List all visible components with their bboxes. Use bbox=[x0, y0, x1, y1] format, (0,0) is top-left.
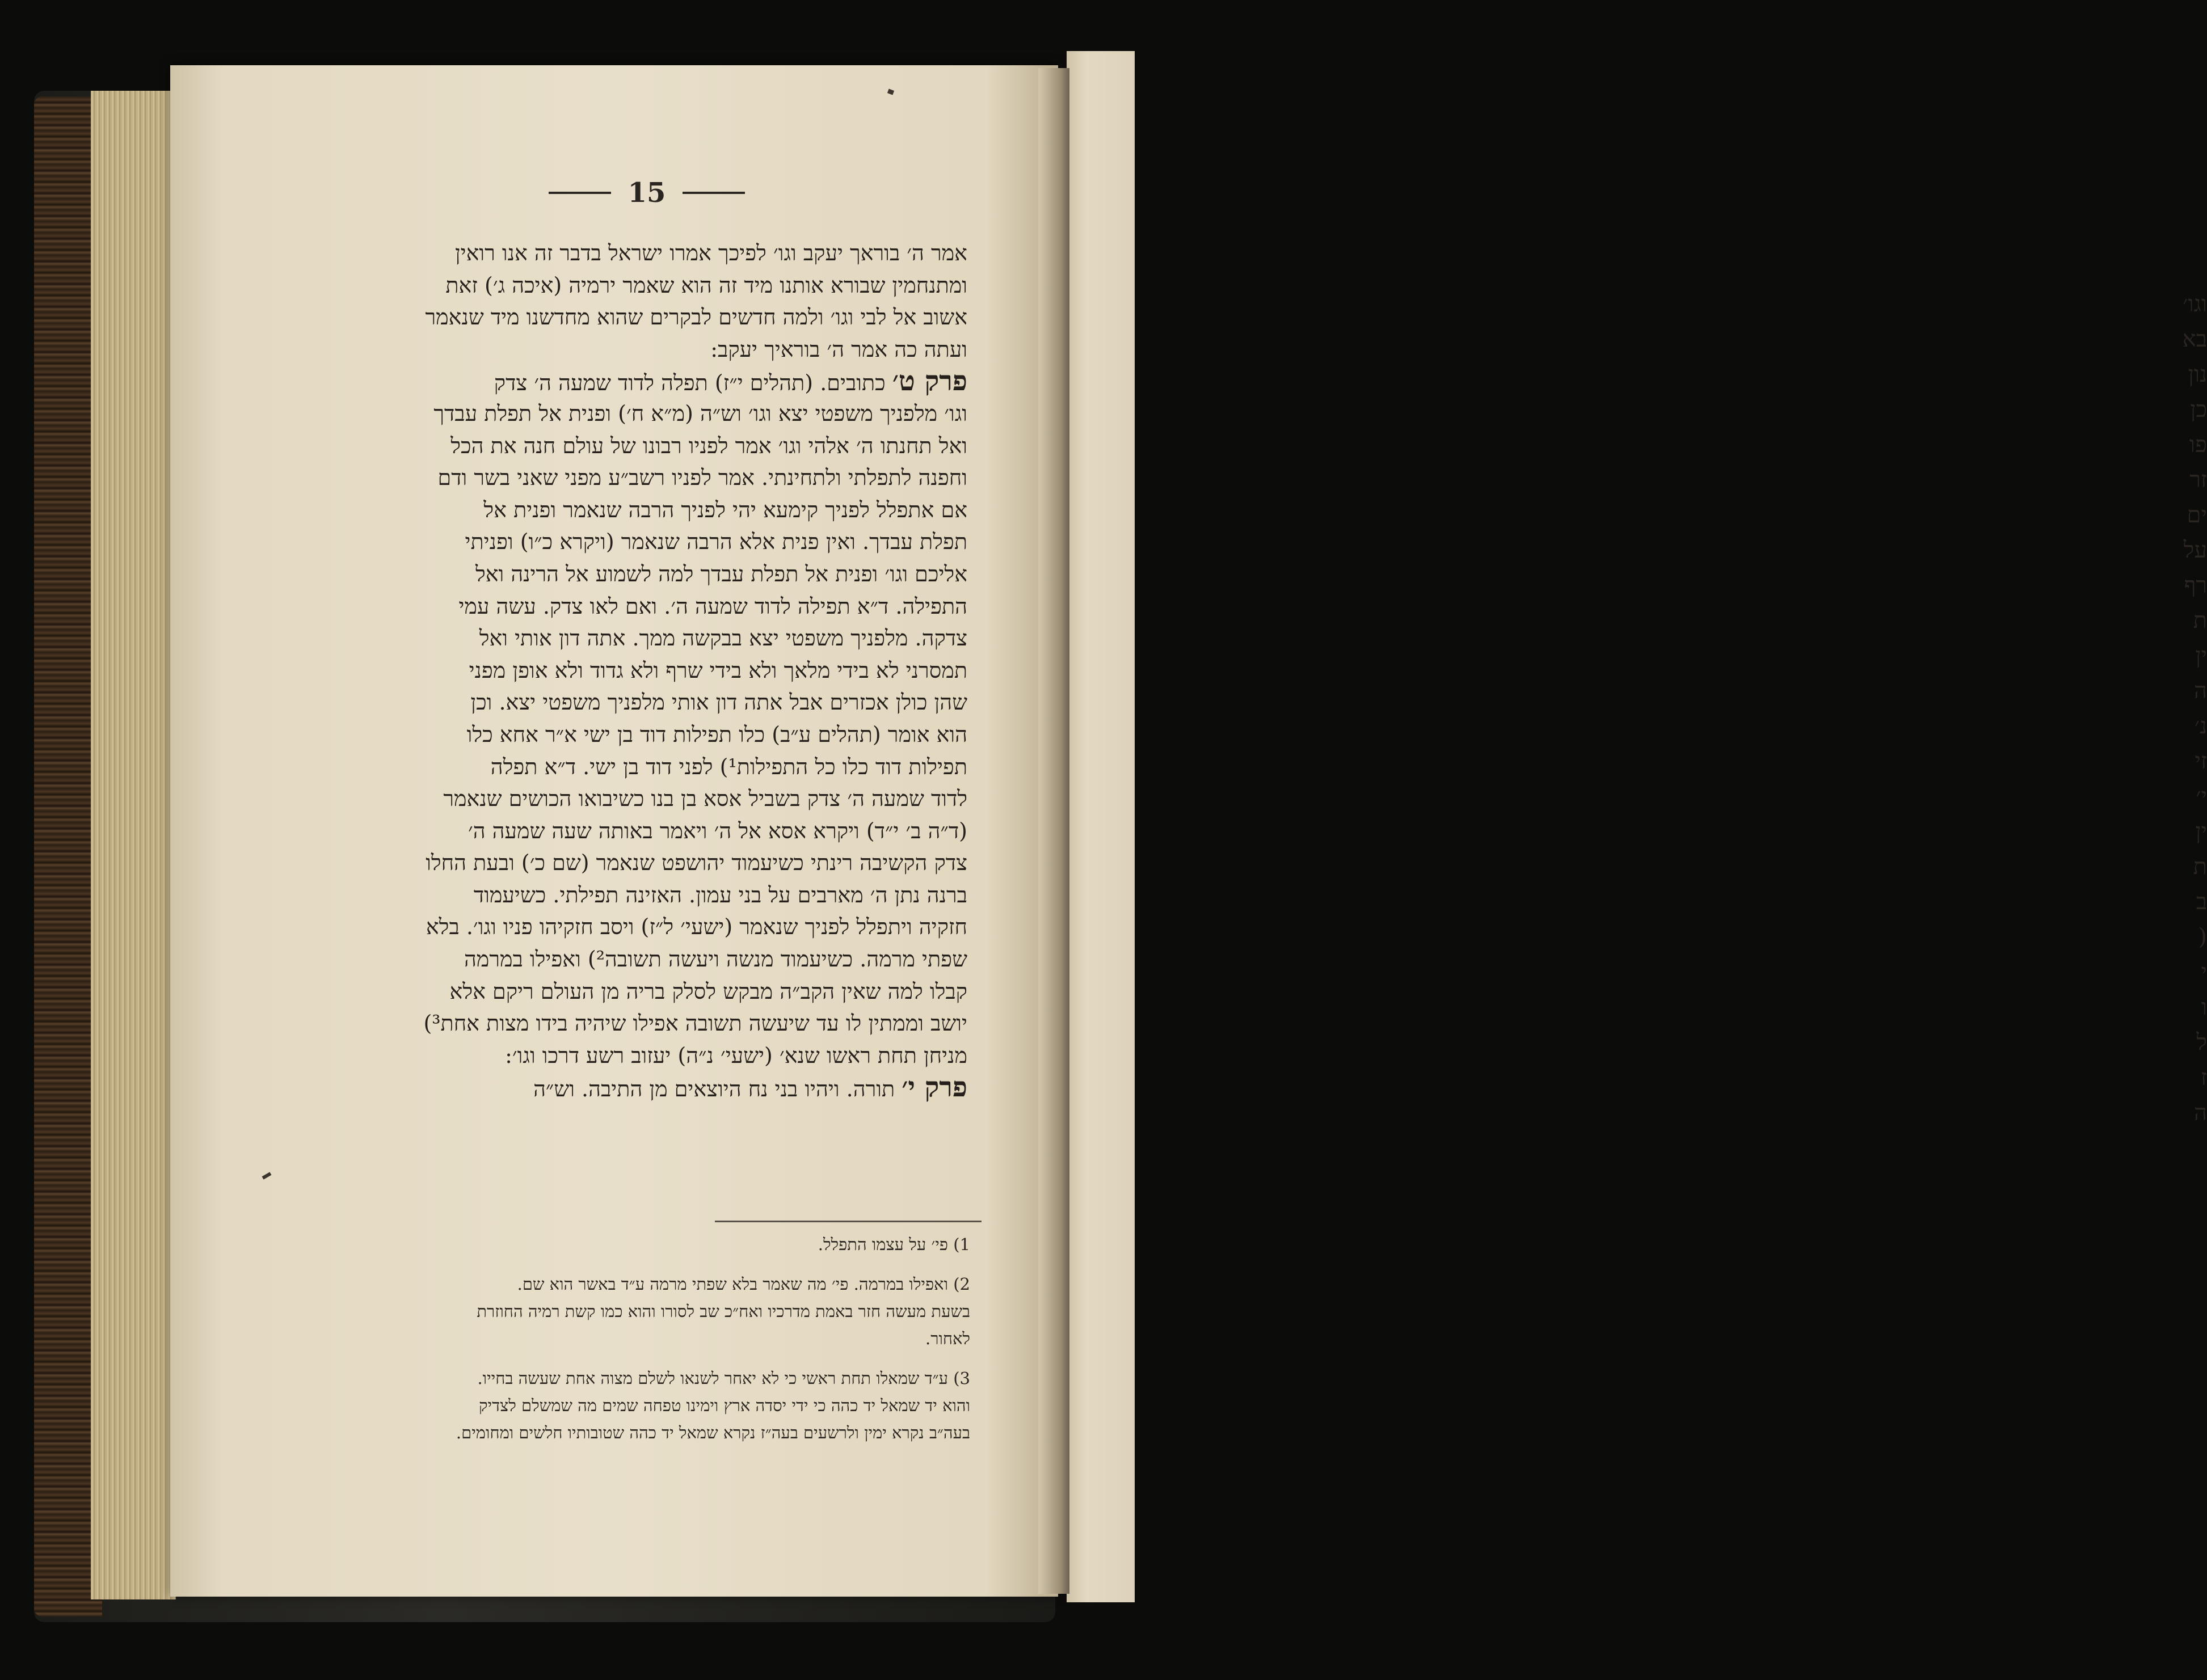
facing-page-fragment: זר bbox=[2189, 467, 2207, 493]
facing-page-fragment: י bbox=[2201, 959, 2207, 985]
facing-page-fragment: בא bbox=[2182, 326, 2207, 352]
text-line: לדוד שמעה ה׳ צדק בשביל אסא בן בנו כשיבואו הכושים שנאמר bbox=[443, 786, 967, 812]
facing-page-text bbox=[2173, 286, 2207, 1130]
facing-page-fragment: פו bbox=[2189, 432, 2207, 458]
footnote-line: לאחור. bbox=[925, 1329, 970, 1348]
page-number: 15 bbox=[627, 177, 666, 209]
facing-page-fragment: על bbox=[2183, 537, 2207, 563]
text-line: וגו׳ מלפניך משפטי יצא וגו׳ וש״ה (מ״א ח׳) ופנית אל תפלת עבדך bbox=[433, 400, 967, 426]
text-line: תפלת עבדך. ואין פנית אלא הרבה שנאמר (ויקרא כ״ו) ופניתי bbox=[465, 529, 967, 555]
footnote-gap bbox=[295, 1352, 970, 1365]
opening-paragraph bbox=[292, 237, 967, 365]
text-line: תמסרני לא בידי מלאך ולא בידי שרף ולא גדוד ולא אופן מפני bbox=[469, 657, 967, 683]
facing-page-fragment: ה bbox=[2193, 678, 2207, 704]
chapter9-first-line bbox=[292, 365, 967, 398]
facing-page-fragment: וגו׳ bbox=[2183, 291, 2207, 317]
chapter9-heading: פרק ט׳ bbox=[892, 365, 967, 398]
facing-page-fragment: ין bbox=[2195, 643, 2207, 669]
text-line: וחפנה לתפלתי ולתחינתי. אמר לפניו רשב״ע מפני שאני בשר ודם bbox=[437, 465, 967, 491]
text-line: שפתי מרמה. כשיעמוד מנשה ויעשה תשובה²) ואפילו במרמה bbox=[464, 947, 967, 972]
footnote-line: 1) פי׳ על עצמו התפלל. bbox=[818, 1235, 970, 1254]
facing-page-fragment: ת bbox=[2193, 854, 2207, 880]
page-edges bbox=[91, 91, 176, 1599]
text-line: חזקיה ויתפלל לפניך שנאמר (ישעי׳ ל״ז) ויסב חזקיהו פניו וגו׳. בלא bbox=[426, 914, 967, 940]
text-line: ומתנחמין שבורא אותנו מיד זה הוא שאמר ירמיה (איכה ג׳) זאת bbox=[445, 272, 967, 298]
footnote-line: בשעת מעשה חזר באמת מדרכיו ואח״כ שב לסורו והוא כמו קשת רמיה החוזרת bbox=[477, 1302, 970, 1321]
page-header bbox=[533, 173, 760, 213]
footnote-line: והוא יד שמאל יד כהה כי ידי יסדה ארץ וימינו טפחה שמים מה שמשלם לצדיק bbox=[479, 1396, 970, 1415]
text-line: ואל תחנתו ה׳ אלהי וגו׳ אמר לפניו רבונו של עולם חנה את הכל bbox=[450, 433, 967, 458]
facing-page bbox=[1067, 51, 2207, 1602]
footnote-line: 3) ע״ד שמאלו תחת ראשי כי לא יאחר לשנאו לשלם מצוה אחת שעשה בחייו. bbox=[477, 1369, 970, 1388]
footnote-gap bbox=[295, 1258, 970, 1270]
text-line: אם אתפלל לפניך קימעא יהי לפניך הרבה שנאמר ופנית אל bbox=[483, 497, 967, 522]
header-rule-right bbox=[683, 192, 745, 194]
text-line: אליכם וגו׳ ופנית אל תפלת עבדך למה לשמוע אל הרינה ואל bbox=[475, 561, 967, 586]
facing-page-fragment: ז bbox=[2200, 1065, 2207, 1091]
text-line: תפילות דוד כלו כל התפילות¹) לפני דוד בן ישי. ד״א תפלה bbox=[490, 754, 967, 779]
text-line: ברנה נתן ה׳ מארבים על בני עמון. האזינה תפילתי. כשיעמוד bbox=[473, 882, 967, 907]
text-line: יושב וממתין לו עד שיעשה תשובה אפילו שיהיה בידו מצות אחת³) bbox=[423, 1011, 967, 1036]
page-gutter bbox=[1038, 68, 1069, 1594]
facing-page-fragment: י׳ bbox=[2196, 783, 2207, 809]
facing-page-fragment: ה bbox=[2193, 1100, 2207, 1126]
chapter10-first-line bbox=[292, 1071, 967, 1104]
facing-page-fragment: ל bbox=[2196, 1029, 2207, 1056]
facing-page-fragment: ת bbox=[2193, 607, 2207, 634]
text-line: צדק הקשיבה רינתי כשיעמוד יהושפט שנאמר (שם כ׳) ובעת החלו bbox=[426, 850, 967, 876]
text-line: מניחן תחת ראשו שנא׳ (ישעי׳ נ״ה) יעזוב רשע דרכו וגו׳: bbox=[505, 1042, 967, 1068]
footnote-line: בעה״ב נקרא ימין ולרשעים בעה״ז נקרא שמאל יד כהה שטובותיו חלשים ומחומים. bbox=[456, 1423, 970, 1442]
facing-page-fragment: נון bbox=[2188, 361, 2207, 387]
facing-page-fragment: כן bbox=[2190, 396, 2207, 423]
footnotes bbox=[295, 1231, 970, 1446]
facing-page-fragment: זי bbox=[2195, 748, 2207, 774]
text-line: (ד״ה ב׳ י״ד) ויקרא אסא אל ה׳ ויאמר באותה שעה שמעה ה׳ bbox=[467, 818, 967, 843]
chapter10-first-text: תורה. ויהיו בני נח היוצאים מן התיבה. וש״ה bbox=[533, 1077, 895, 1102]
text-line: התפילה. ד״א תפילה לדוד שמעה ה׳. ואם לאו צדק. עשה עמי bbox=[458, 593, 967, 619]
text-line: אמר ה׳ בוראך יעקב וגו׳ לפיכך אמרו ישראל בדבר זה אנו רואין bbox=[454, 240, 967, 265]
footnote-line: 2) ואפילו במרמה. פי׳ מה שאמר בלא שפתי מרמה ע״ד באשר הוא שם. bbox=[517, 1274, 970, 1294]
main-text bbox=[292, 237, 967, 1104]
facing-page-fragment: ים bbox=[2187, 502, 2207, 528]
text-line: צדקה. מלפניך משפטי יצא בבקשה ממך. אתה דון אותי ואל bbox=[479, 626, 967, 651]
chapter9-first-text: כתובים. (תהלים י״ז) תפלה לדוד שמעה ה׳ צדק bbox=[494, 370, 886, 396]
chapter10-heading: פרק י׳ bbox=[902, 1071, 967, 1104]
chapter9-paragraph bbox=[292, 398, 967, 1071]
text-line: קבלו למה שאין הקב״ה מבקש לסלק בריה מן העולם ריקם אלא bbox=[449, 978, 967, 1004]
facing-page-fragment: ין bbox=[2195, 818, 2207, 845]
header-rule-left bbox=[549, 192, 611, 194]
text-line: ועתה כה אמר ה׳ בוראיך יעקב: bbox=[710, 336, 967, 362]
facing-page-fragment: ו bbox=[2201, 994, 2207, 1020]
text-line: הוא אומר (תהלים ע״ב) כלו תפילות דוד בן ישי א״ר אחא כלו bbox=[466, 721, 967, 747]
text-line: שהן כולן אכזרים אבל אתה דון אותי מלפניך משפטי יצא. וכן bbox=[470, 690, 967, 715]
footnote-divider bbox=[715, 1221, 982, 1222]
facing-page-fragment: נ׳ bbox=[2194, 713, 2207, 739]
text-line: אשוב אל לבי וגו׳ ולמה חדשים לבקרים שהוא מחדשנו מיד שנאמר bbox=[425, 305, 967, 330]
facing-page-fragment: ב bbox=[2196, 889, 2207, 915]
facing-page-fragment: ( bbox=[2198, 924, 2207, 950]
facing-page-fragment: רף bbox=[2184, 572, 2207, 598]
